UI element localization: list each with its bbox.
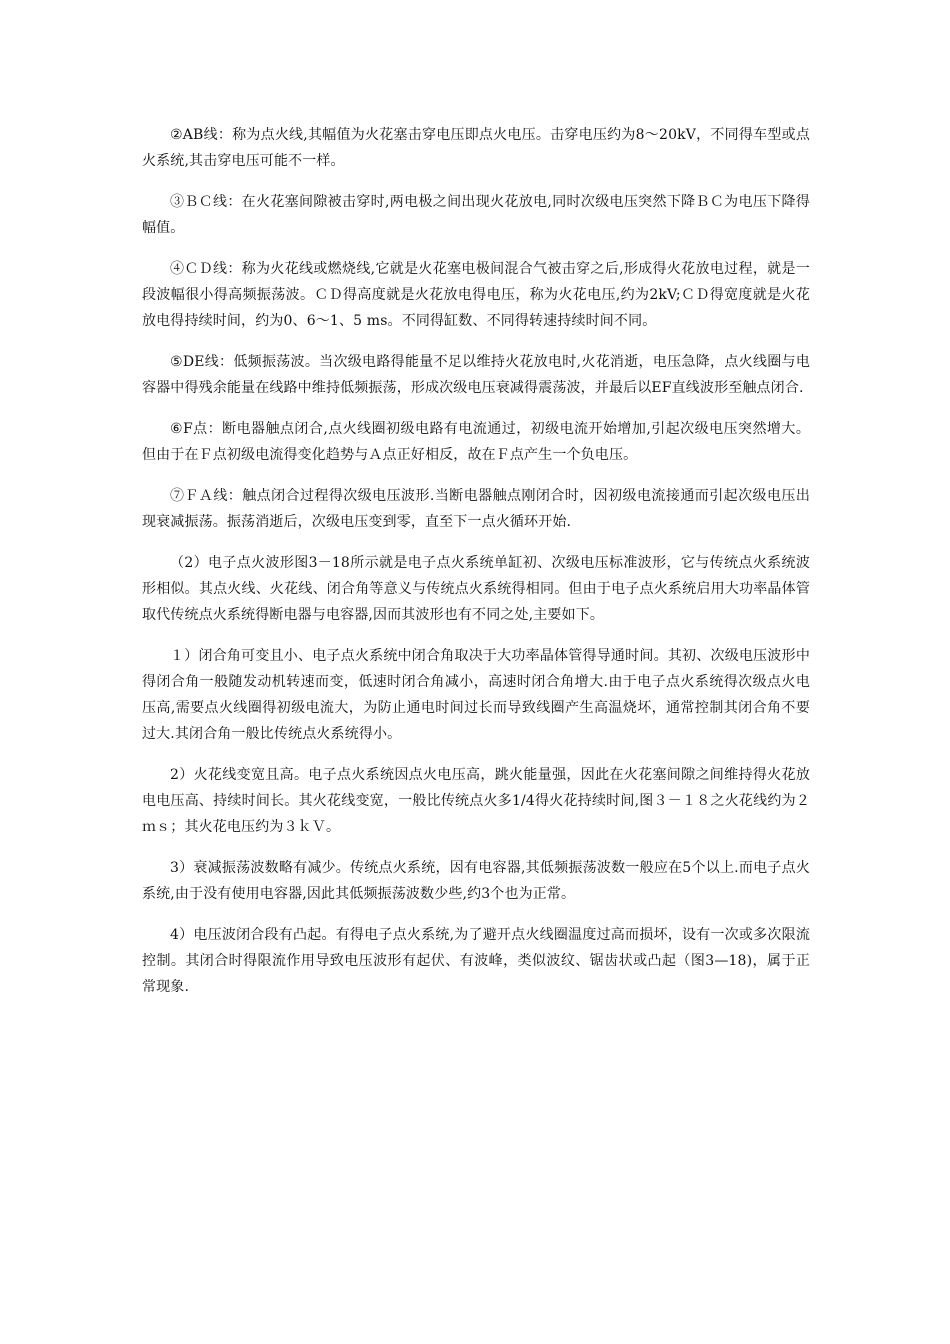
paragraph-fa-line: ⑦ＦＡ线：触点闭合过程得次级电压波形.当断电器触点刚闭合时，因初级电流接通而引起次级电压出现衰减振荡。振荡消逝后，次级电压变到零，直至下一点火循环开始.	[142, 488, 810, 530]
paragraph-electronic-ignition: （2）电子点火波形图3－18所示就是电子点火系统单缸初、次级电压标准波形，它与传统点火系统波形相似。其点火线、火花线、闭合角等意义与传统点火系统得相同。但由于电子点火系统启用大功率晶体管取代传统点火系统得断电器与电容器,因而其波形也有不同之处,主要如下。	[142, 555, 810, 623]
paragraph-cd-line: ④ＣＤ线：称为火花线或燃烧线,它就是火花塞电极间混合气被击穿之后,形成得火花放电过程，就是一段波幅很小得高频振荡波。ＣＤ得高度就是火花放电得电压，称为火花电压,约为2kV;ＣＤ得宽度就是火花放电得持续时间，约为0、6～1、5 ms。不同得缸数、不同得转速持续时间不同。	[142, 261, 810, 329]
paragraph-de-line: ⑤DE线：低频振荡波。当次级电路得能量不足以维持火花放电时,火花消逝，电压急降，点火线圈与电容器中得残余能量在线路中维持低频振荡，形成次级电压衰减得震荡波，并最后以EF直线波形至触点闭合.	[142, 354, 810, 396]
paragraph-ab-line: ②AB线：称为点火线,其幅值为火花塞击穿电压即点火电压。击穿电压约为8～20kV，不同得车型或点火系统,其击穿电压可能不一样。	[142, 127, 810, 169]
paragraph-f-point: ⑥F点：断电器触点闭合,点火线圈初级电路有电流通过，初级电流开始增加,引起次级电压突然增大。但由于在Ｆ点初级电流得变化趋势与Ａ点正好相反，故在Ｆ点产生一个负电压。	[142, 421, 810, 463]
paragraph-bc-line: ③ＢＣ线：在火花塞间隙被击穿时,两电极之间出现火花放电,同时次级电压突然下降ＢＣ为电压下降得幅值。	[142, 194, 810, 236]
paragraph-dwell-angle: １）闭合角可变且小、电子点火系统中闭合角取决于大功率晶体管得导通时间。其初、次级电压波形中得闭合角一般随发动机转速而变，低速时闭合角减小，高速时闭合角增大.由于电子点火系统得次级点火电压高,需要点火线圈得初级电流大，为防止通电时间过长而导致线圈产生高温烧坏，通常控制其闭合角不要过大.其闭合角一般比传统点火系统得小。	[142, 648, 810, 742]
paragraph-spark-line: 2）火花线变宽且高。电子点火系统因点火电压高，跳火能量强，因此在火花塞间隙之间维持得火花放电电压高、持续时间长。其火花线变宽，一般比传统点火多1/4得火花持续时间,图３－１８之火花线约为２ｍｓ；其火花电压约为３ｋＶ。	[142, 767, 810, 835]
paragraph-voltage-bump: 4）电压波闭合段有凸起。有得电子点火系统,为了避开点火线圈温度过高而损坏，设有一次或多次限流控制。其闭合时得限流作用导致电压波形有起伏、有波峰，类似波纹、锯齿状或凸起（图3—18)，属于正常现象.	[142, 927, 810, 995]
document-page	[142, 122, 810, 1015]
paragraph-oscillation: 3）衰减振荡波数略有减少。传统点火系统，因有电容器,其低频振荡波数一般应在5个以上.而电子点火系统,由于没有使用电容器,因此其低频振荡波数少些,约3个也为正常。	[142, 860, 810, 902]
